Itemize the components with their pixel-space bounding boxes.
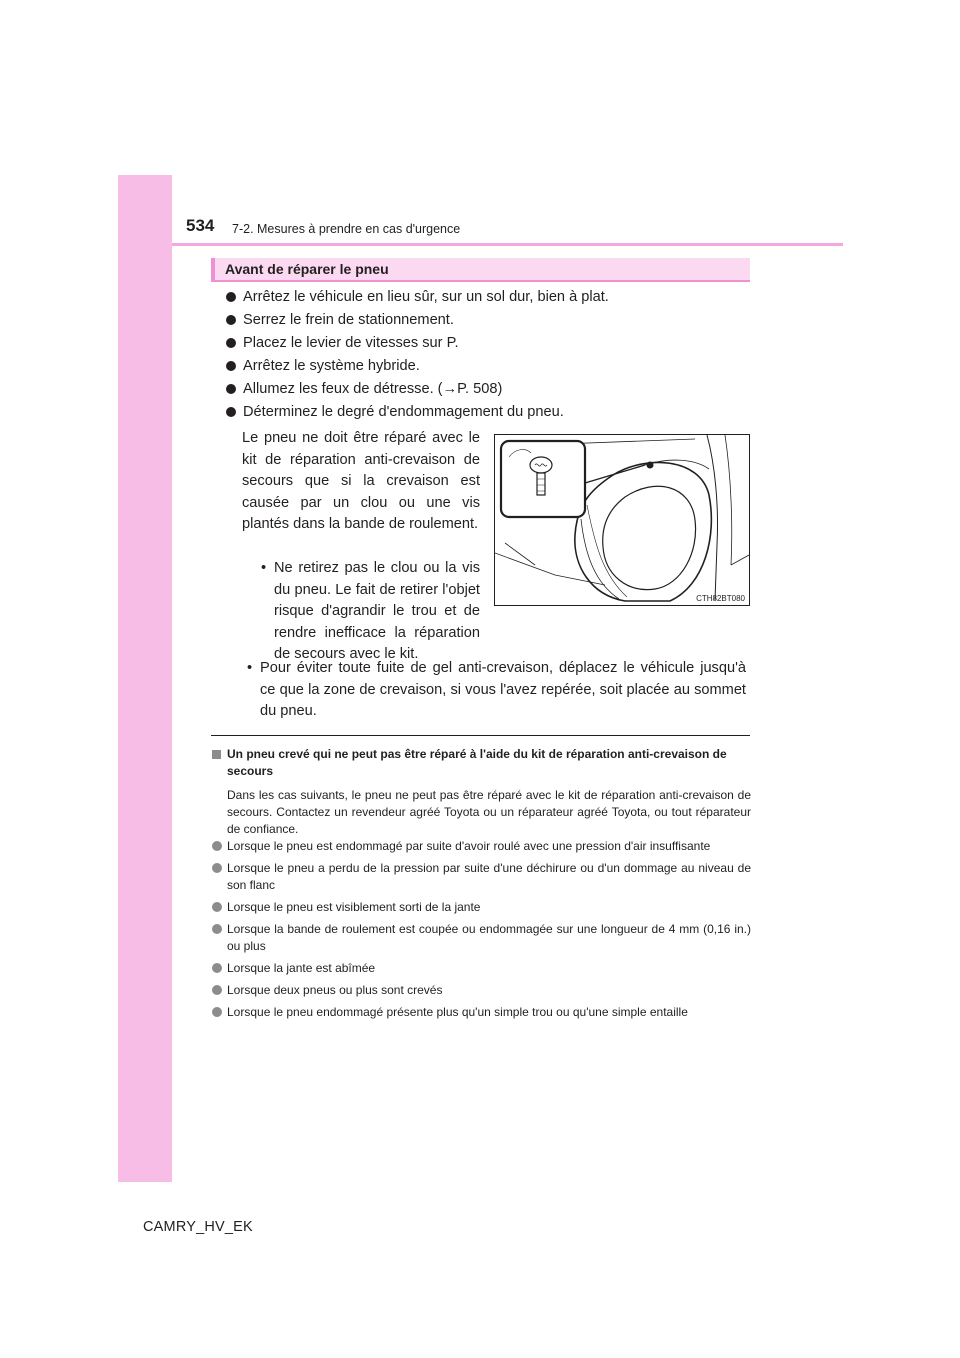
sub-item-nail xyxy=(261,558,480,666)
header-rule xyxy=(172,243,843,246)
tire-nail-drawing xyxy=(495,435,749,605)
list-item: Arrêtez le véhicule en lieu sûr, sur un sol dur, bien à plat. xyxy=(226,286,766,309)
section-title: 7-2. Mesures à prendre en cas d'urgence xyxy=(232,222,461,236)
list-item xyxy=(211,960,751,977)
damage-paragraph: Le pneu ne doit être réparé avec le kit de réparation anti-crevaison de secours que si la crevaison est causée par un clou ou une vis plantés dans la bande de roulement. xyxy=(242,430,480,533)
list-item-text: Lorsque le pneu a perdu de la pression par suite d'une déchirure ou d'un dommage au niveau de son flanc xyxy=(227,861,751,892)
sub-item-position xyxy=(247,658,746,723)
list-item: Allumez les feux de détresse. (→P. 508) xyxy=(226,378,766,401)
section-divider xyxy=(211,735,750,736)
section-heading-box xyxy=(211,258,750,282)
list-item xyxy=(211,982,751,999)
section-heading: Avant de réparer le pneu xyxy=(225,261,389,277)
list-item-text: Lorsque le pneu est visiblement sorti de la jante xyxy=(227,900,481,914)
list-item: Arrêtez le système hybride. xyxy=(226,355,766,378)
sub-item-text: Pour éviter toute fuite de gel anti-crevaison, déplacez le véhicule jusqu'à ce que la zone de crevaison, si vous l'avez repérée, soit placée au sommet du pneu. xyxy=(260,660,746,720)
footer-model-code: CAMRY_HV_EK xyxy=(143,1219,253,1235)
figure-code: CTH82BT080 xyxy=(696,594,745,603)
list-item: Placez le levier de vitesses sur P. xyxy=(226,332,766,355)
list-item xyxy=(211,838,751,855)
list-item: Déterminez le degré d'endommagement du pneu. xyxy=(226,401,766,424)
list-item-text: Lorsque deux pneus ou plus sont crevés xyxy=(227,983,443,997)
bullet-icon xyxy=(212,985,222,995)
list-item: Serrez le frein de stationnement. xyxy=(226,309,766,332)
bullet-icon xyxy=(212,1007,222,1017)
bullet-icon xyxy=(212,924,222,934)
list-item-text: Lorsque le pneu endommagé présente plus qu'un simple trou ou qu'une simple entaille xyxy=(227,1005,688,1019)
sub-bullet-dot: • xyxy=(261,560,267,576)
square-bullet-icon xyxy=(212,750,221,759)
note-title xyxy=(211,746,751,780)
list-item-text: Lorsque le pneu est endommagé par suite d'avoir roulé avec une pression d'air insuffisante xyxy=(227,839,711,853)
list-item xyxy=(211,860,751,894)
list-item xyxy=(211,1004,751,1021)
list-item-text: Lorsque la bande de roulement est coupée ou endommagée sur une longueur de 4 mm (0,16 in.) ou plus xyxy=(227,922,751,953)
bullet-icon xyxy=(212,902,222,912)
bullet-icon xyxy=(212,863,222,873)
list-item xyxy=(211,921,751,955)
note-title-text: Un pneu crevé qui ne peut pas être réparé à l'aide du kit de réparation anti-crevaison de secours xyxy=(227,747,727,778)
side-tab-strip xyxy=(118,175,172,1182)
bullet-icon xyxy=(212,963,222,973)
tire-illustration xyxy=(494,434,750,606)
list-item-text: Lorsque la jante est abîmée xyxy=(227,961,376,975)
sub-item-text: Ne retirez pas le clou ou la vis du pneu. Le fait de retirer l'objet risque d'agrandir le trou et de rendre inefficace la réparation de secours avec le kit. xyxy=(274,560,480,663)
list-item xyxy=(211,899,751,916)
sub-bullet-dot: • xyxy=(247,660,253,676)
page-number: 534 xyxy=(186,216,215,235)
steps-list xyxy=(226,286,766,424)
note-intro: Dans les cas suivants, le pneu ne peut pas être réparé avec le kit de réparation anti-crevaison de secours. Contactez un revendeur agréé Toyota ou un réparateur agréé Toyota, ou tout réparateur de confiance. xyxy=(227,788,751,836)
note-list xyxy=(211,838,751,1026)
bullet-icon xyxy=(212,841,222,851)
